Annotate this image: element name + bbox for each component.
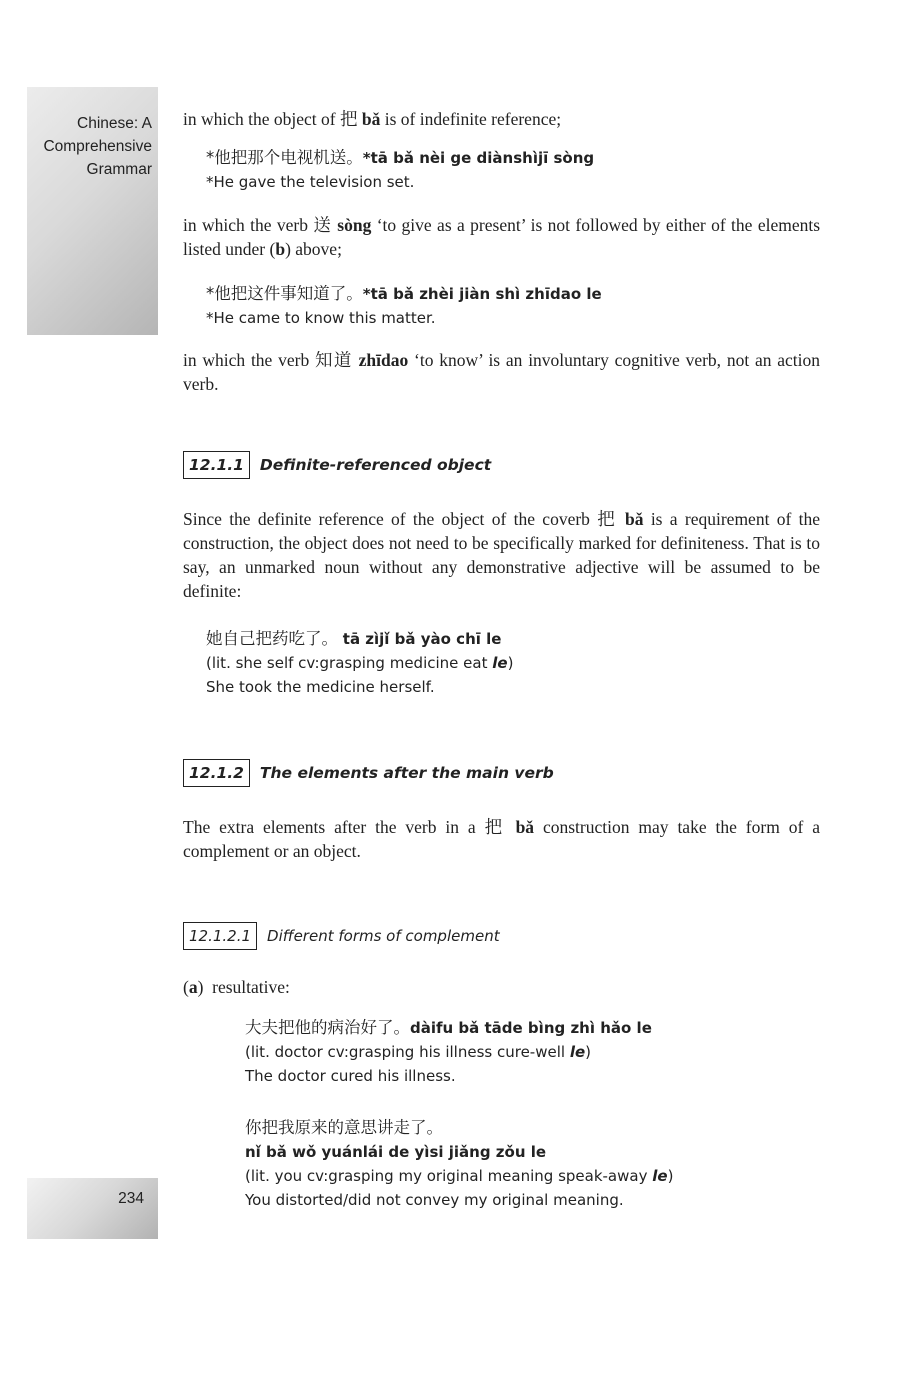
example-hanzi: 你把我原来的意思讲走了。	[245, 1118, 443, 1137]
example-translation: She took the medicine herself.	[206, 678, 435, 696]
book-title	[43, 112, 152, 181]
running-header-tab	[27, 87, 158, 335]
example-hanzi: *他把那个电视机送。	[206, 148, 363, 167]
example-pinyin: nǐ bǎ wǒ yuánlái de yìsi jiǎng zǒu le	[245, 1143, 547, 1161]
section-heading-12-1-2	[183, 759, 554, 787]
intro-line-2: in which the verb 送 sòng ‘to give as a present’ is not followed by either of the elements listed under (b) above;	[183, 215, 821, 259]
example-hanzi: 大夫把他的病治好了。	[245, 1018, 410, 1037]
example-literal: (lit. she self cv:grasping medicine eat le)	[206, 654, 514, 672]
example-literal: (lit. you cv:grasping my original meaning speak-away le)	[245, 1167, 674, 1185]
example-4	[245, 1016, 652, 1088]
section-number: 12.1.2	[183, 759, 250, 787]
example-pinyin: *tā bǎ zhèi jiàn shì zhīdao le	[362, 285, 602, 303]
book-title-line: Comprehensive	[43, 138, 152, 155]
example-hanzi: 她自己把药吃了。	[206, 629, 338, 648]
example-1	[206, 146, 594, 194]
example-2	[206, 282, 602, 330]
example-pinyin: *tā bǎ nèi ge diànshìjī sòng	[362, 149, 595, 167]
list-item-a: (a) resultative:	[183, 977, 290, 997]
section-number: 12.1.1	[183, 451, 250, 479]
example-pinyin: dàifu bǎ tāde bìng zhì hǎo le	[410, 1019, 652, 1037]
example-pinyin: tā zìjǐ bǎ yào chī le	[342, 630, 502, 648]
book-title-line: Grammar	[86, 161, 152, 178]
page-number-tab	[27, 1178, 158, 1239]
section-title: The elements after the main verb	[259, 764, 554, 782]
example-5	[245, 1116, 673, 1212]
paragraph-elements: The extra elements after the verb in a 把 bǎ construction may take the form of a complement or an object.	[183, 817, 820, 861]
example-hanzi: *他把这件事知道了。	[206, 284, 363, 303]
section-heading-12-1-1	[183, 451, 491, 479]
intro-line-1: in which the object of 把 bǎ is of indefinite reference;	[183, 109, 562, 129]
example-gloss: *He gave the television set.	[206, 173, 415, 191]
example-literal: (lit. doctor cv:grasping his illness cure-well le)	[245, 1043, 591, 1061]
paragraph-definite-reference: Since the definite reference of the object of the coverb 把 bǎ is a requirement of the construction, the object does not need to be specifically marked for definiteness. That is to say, an unmarked noun without any demonstrative adjective will be assumed to be definite:	[183, 509, 821, 601]
example-3	[206, 627, 513, 699]
book-title-line: Chinese: A	[77, 115, 152, 132]
section-title: Different forms of complement	[267, 927, 500, 945]
example-translation: The doctor cured his illness.	[245, 1067, 456, 1085]
section-heading-12-1-2-1	[183, 922, 500, 950]
intro-line-3: in which the verb 知道 zhīdao ‘to know’ is an involuntary cognitive verb, not an action verb.	[183, 350, 821, 394]
example-translation: You distorted/did not convey my original meaning.	[245, 1191, 624, 1209]
section-number: 12.1.2.1	[183, 922, 257, 950]
section-title: Definite-referenced object	[259, 456, 492, 474]
example-gloss: *He came to know this matter.	[206, 309, 436, 327]
page-number: 234	[118, 1190, 144, 1207]
